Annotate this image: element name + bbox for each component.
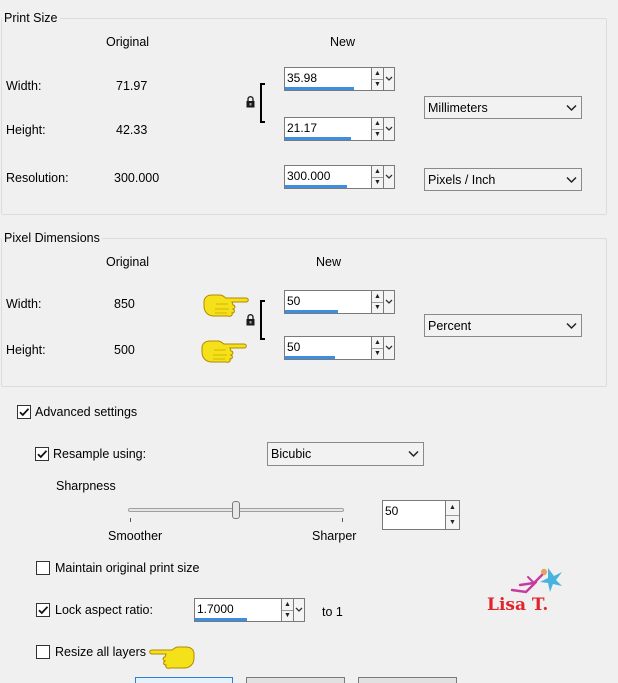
chevron-down-icon xyxy=(408,447,419,461)
print-width-level xyxy=(285,87,354,90)
slider-tick xyxy=(342,518,343,522)
aspect-to-label: to 1 xyxy=(322,605,343,619)
lock-aspect-checkbox[interactable] xyxy=(36,603,50,617)
chevron-down-icon xyxy=(566,173,577,187)
resize-all-layers-label[interactable]: Resize all layers xyxy=(55,645,147,659)
resolution-units-value: Pixels / Inch xyxy=(428,173,496,187)
pixel-width-input[interactable] xyxy=(284,290,372,314)
spin-up-icon[interactable]: ▲ xyxy=(372,118,383,130)
pixel-width-original: 850 xyxy=(114,297,135,311)
spin-down-icon[interactable]: ▼ xyxy=(284,612,291,620)
aspect-ratio-value: 1.7000 xyxy=(197,602,234,616)
resample-label[interactable]: Resample using: xyxy=(53,447,147,461)
print-original-header: Original xyxy=(106,35,150,49)
chevron-down-icon[interactable] xyxy=(294,598,305,622)
checkmark-icon xyxy=(36,448,48,460)
print-units-select[interactable] xyxy=(424,96,582,119)
print-size-title: Print Size xyxy=(4,11,58,25)
pixel-new-header: New xyxy=(316,255,342,269)
resize-all-layers-checkbox[interactable] xyxy=(36,645,50,659)
print-height-label: Height: xyxy=(6,123,46,137)
spin-down-icon[interactable]: ▼ xyxy=(374,350,381,358)
spin-up-icon[interactable]: ▲ xyxy=(372,166,383,178)
checkmark-icon xyxy=(37,604,49,616)
spin-up-icon[interactable]: ▲ xyxy=(372,68,383,80)
resample-checkbox[interactable] xyxy=(35,447,49,461)
print-height-spinner[interactable] xyxy=(284,117,395,141)
sharper-label: Sharper xyxy=(312,529,357,543)
pointing-hand-icon xyxy=(148,644,196,673)
print-width-original: 71.97 xyxy=(116,79,148,93)
print-height-original: 42.33 xyxy=(116,123,148,137)
spin-up-icon[interactable]: ▲ xyxy=(372,291,383,303)
pixel-height-input[interactable] xyxy=(284,336,372,360)
print-width-spinner[interactable] xyxy=(284,67,395,91)
spin-down-icon[interactable]: ▼ xyxy=(374,81,381,89)
chevron-down-icon[interactable] xyxy=(384,290,395,314)
spin-up-icon[interactable]: ▲ xyxy=(372,337,383,349)
print-new-header: New xyxy=(330,35,356,49)
resolution-level xyxy=(285,185,347,188)
chevron-down-icon[interactable] xyxy=(384,117,395,141)
print-width-label: Width: xyxy=(6,79,42,93)
chevron-down-icon[interactable] xyxy=(384,165,395,189)
pixel-lock-icon[interactable] xyxy=(246,314,255,329)
pixel-height-spinner[interactable] xyxy=(284,336,395,360)
advanced-settings-label[interactable]: Advanced settings xyxy=(35,405,138,419)
pixel-height-value: 50 xyxy=(287,340,301,354)
chevron-down-icon xyxy=(566,319,577,333)
resolution-spinner[interactable] xyxy=(284,165,395,189)
pixel-width-level xyxy=(285,310,338,313)
ok-button[interactable] xyxy=(135,677,233,683)
spin-down-icon[interactable]: ▼ xyxy=(374,304,381,312)
chevron-down-icon[interactable] xyxy=(384,67,395,91)
pixel-height-original: 500 xyxy=(114,343,135,357)
maintain-print-size-label[interactable]: Maintain original print size xyxy=(55,561,200,575)
spin-up-icon[interactable]: ▲ xyxy=(446,501,459,516)
print-width-value: 35.98 xyxy=(287,71,318,85)
pixel-width-spinner[interactable] xyxy=(284,290,395,314)
checkmark-icon xyxy=(18,406,30,418)
pixel-dimensions-title: Pixel Dimensions xyxy=(4,231,100,245)
smoother-label: Smoother xyxy=(108,529,163,543)
slider-tick xyxy=(130,518,131,522)
print-height-level xyxy=(285,137,351,140)
help-button[interactable] xyxy=(358,677,457,683)
lock-aspect-label[interactable]: Lock aspect ratio: xyxy=(55,603,153,617)
spin-down-icon[interactable]: ▼ xyxy=(374,131,381,139)
aspect-ratio-input[interactable] xyxy=(194,598,282,622)
pointing-hand-icon xyxy=(202,292,250,321)
pointing-hand-icon xyxy=(200,338,248,367)
resolution-original: 300.000 xyxy=(114,171,160,185)
maintain-print-size-checkbox[interactable] xyxy=(36,561,50,575)
pixel-width-value: 50 xyxy=(287,294,301,308)
cancel-button[interactable] xyxy=(246,677,345,683)
chevron-down-icon xyxy=(566,101,577,115)
pixel-units-value: Percent xyxy=(428,319,472,333)
pixel-width-label: Width: xyxy=(6,297,42,311)
advanced-settings-checkbox[interactable] xyxy=(17,405,31,419)
pixel-link-bracket xyxy=(260,300,265,340)
watermark-text: Lisa T. xyxy=(487,595,549,615)
chevron-down-icon[interactable] xyxy=(384,336,395,360)
sharpness-input[interactable] xyxy=(382,500,446,530)
spin-down-icon[interactable]: ▼ xyxy=(449,518,456,526)
resample-method-value: Bicubic xyxy=(271,447,312,461)
print-height-input[interactable] xyxy=(284,117,372,141)
resolution-value: 300.000 xyxy=(287,169,331,183)
pixel-height-level xyxy=(285,356,335,359)
print-height-value: 21.17 xyxy=(287,121,318,135)
sharpness-slider-thumb[interactable] xyxy=(232,501,240,519)
sharpness-value: 50 xyxy=(385,504,399,518)
aspect-ratio-spinner[interactable] xyxy=(194,598,305,622)
spin-down-icon[interactable]: ▼ xyxy=(374,179,381,187)
pixel-units-select[interactable] xyxy=(424,314,582,337)
spin-up-icon[interactable]: ▲ xyxy=(282,599,293,611)
pixel-height-label: Height: xyxy=(6,343,46,357)
resolution-units-select[interactable] xyxy=(424,168,582,191)
print-width-input[interactable] xyxy=(284,67,372,91)
sharpness-label: Sharpness xyxy=(56,479,116,493)
resolution-label: Resolution: xyxy=(6,171,69,185)
resample-method-select[interactable] xyxy=(267,442,424,466)
print-units-value: Millimeters xyxy=(428,101,488,115)
resolution-input[interactable] xyxy=(284,165,372,189)
aspect-ratio-level xyxy=(195,618,247,621)
sharpness-spinner[interactable] xyxy=(382,500,460,530)
print-link-bracket xyxy=(260,83,265,123)
pixel-original-header: Original xyxy=(106,255,150,269)
print-lock-icon[interactable] xyxy=(246,96,255,111)
